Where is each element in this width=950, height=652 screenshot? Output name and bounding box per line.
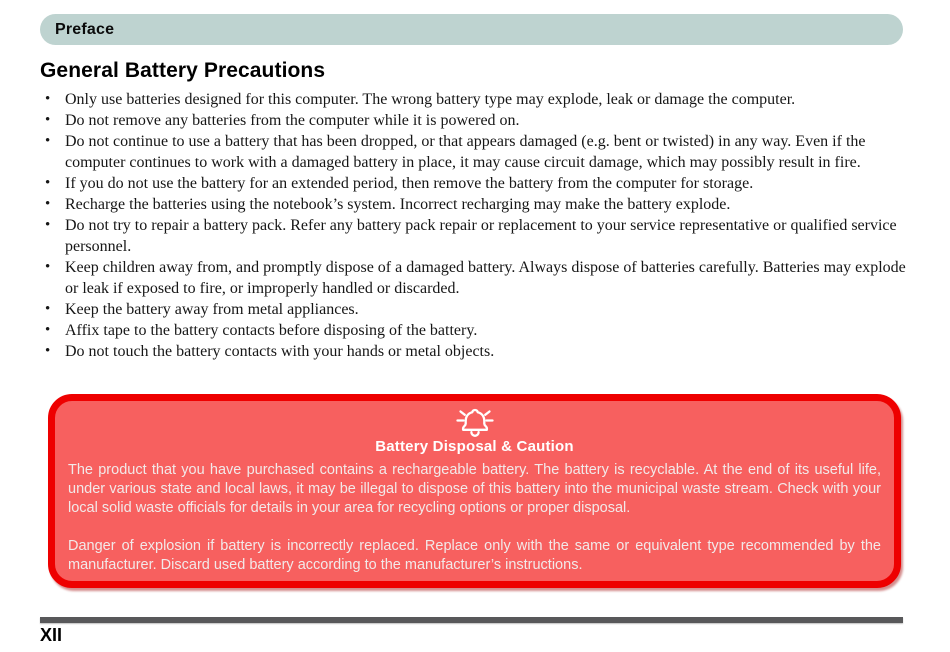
precaution-item: • Keep children away from, and promptly dispose of a damaged battery. Always dispose of batteries carefully. Batteries may explode or leak if exposed to fire, or improperly handled or discarded. [40, 257, 910, 299]
section-header-bar [40, 14, 903, 45]
footer-rule [40, 617, 903, 623]
precaution-item: • Do not touch the battery contacts with your hands or metal objects. [40, 341, 910, 362]
caution-icon-row [68, 405, 881, 437]
precaution-item: • Recharge the batteries using the notebook’s system. Incorrect recharging may make the battery explode. [40, 194, 910, 215]
caution-paragraph: The product that you have purchased contains a rechargeable battery. The battery is recyclable. At the end of its useful life, under various state and local laws, it may be illegal to dispose of this battery into the municipal waste stream. Check with your local solid waste officials for details in your area for recycling options or proper disposal. [68, 462, 881, 516]
caution-title: Battery Disposal & Caution [375, 438, 574, 455]
precaution-item: • Do not continue to use a battery that has been dropped, or that appears damaged (e.g. bent or twisted) in any way. Even if the computer continues to work with a damaged battery in place, it may cause circuit damage, which may possibly result in fire. [40, 131, 910, 173]
precaution-item: • Keep the battery away from metal appliances. [40, 299, 910, 320]
precaution-item: • Only use batteries designed for this computer. The wrong battery type may explode, leak or damage the computer. [40, 89, 910, 110]
precaution-item: • Do not try to repair a battery pack. Refer any battery pack repair or replacement to your service representative or qualified service personnel. [40, 215, 910, 257]
page-title: General Battery Precautions [40, 59, 326, 82]
section-header-label: Preface [55, 20, 115, 38]
page-number: XII [40, 625, 63, 645]
alarm-bell-icon [452, 405, 498, 437]
caution-body [68, 461, 881, 575]
precaution-list [40, 89, 910, 362]
precaution-item: • Do not remove any batteries from the computer while it is powered on. [40, 110, 910, 131]
caution-paragraph: Danger of explosion if battery is incorrectly replaced. Replace only with the same or equivalent type recommended by the manufacturer. Discard used battery according to the manufacturer’s instructions. [68, 538, 881, 573]
caution-box [48, 394, 901, 588]
precaution-item: • Affix tape to the battery contacts before disposing of the battery. [40, 320, 910, 341]
precaution-item: • If you do not use the battery for an extended period, then remove the battery from the computer for storage. [40, 173, 910, 194]
